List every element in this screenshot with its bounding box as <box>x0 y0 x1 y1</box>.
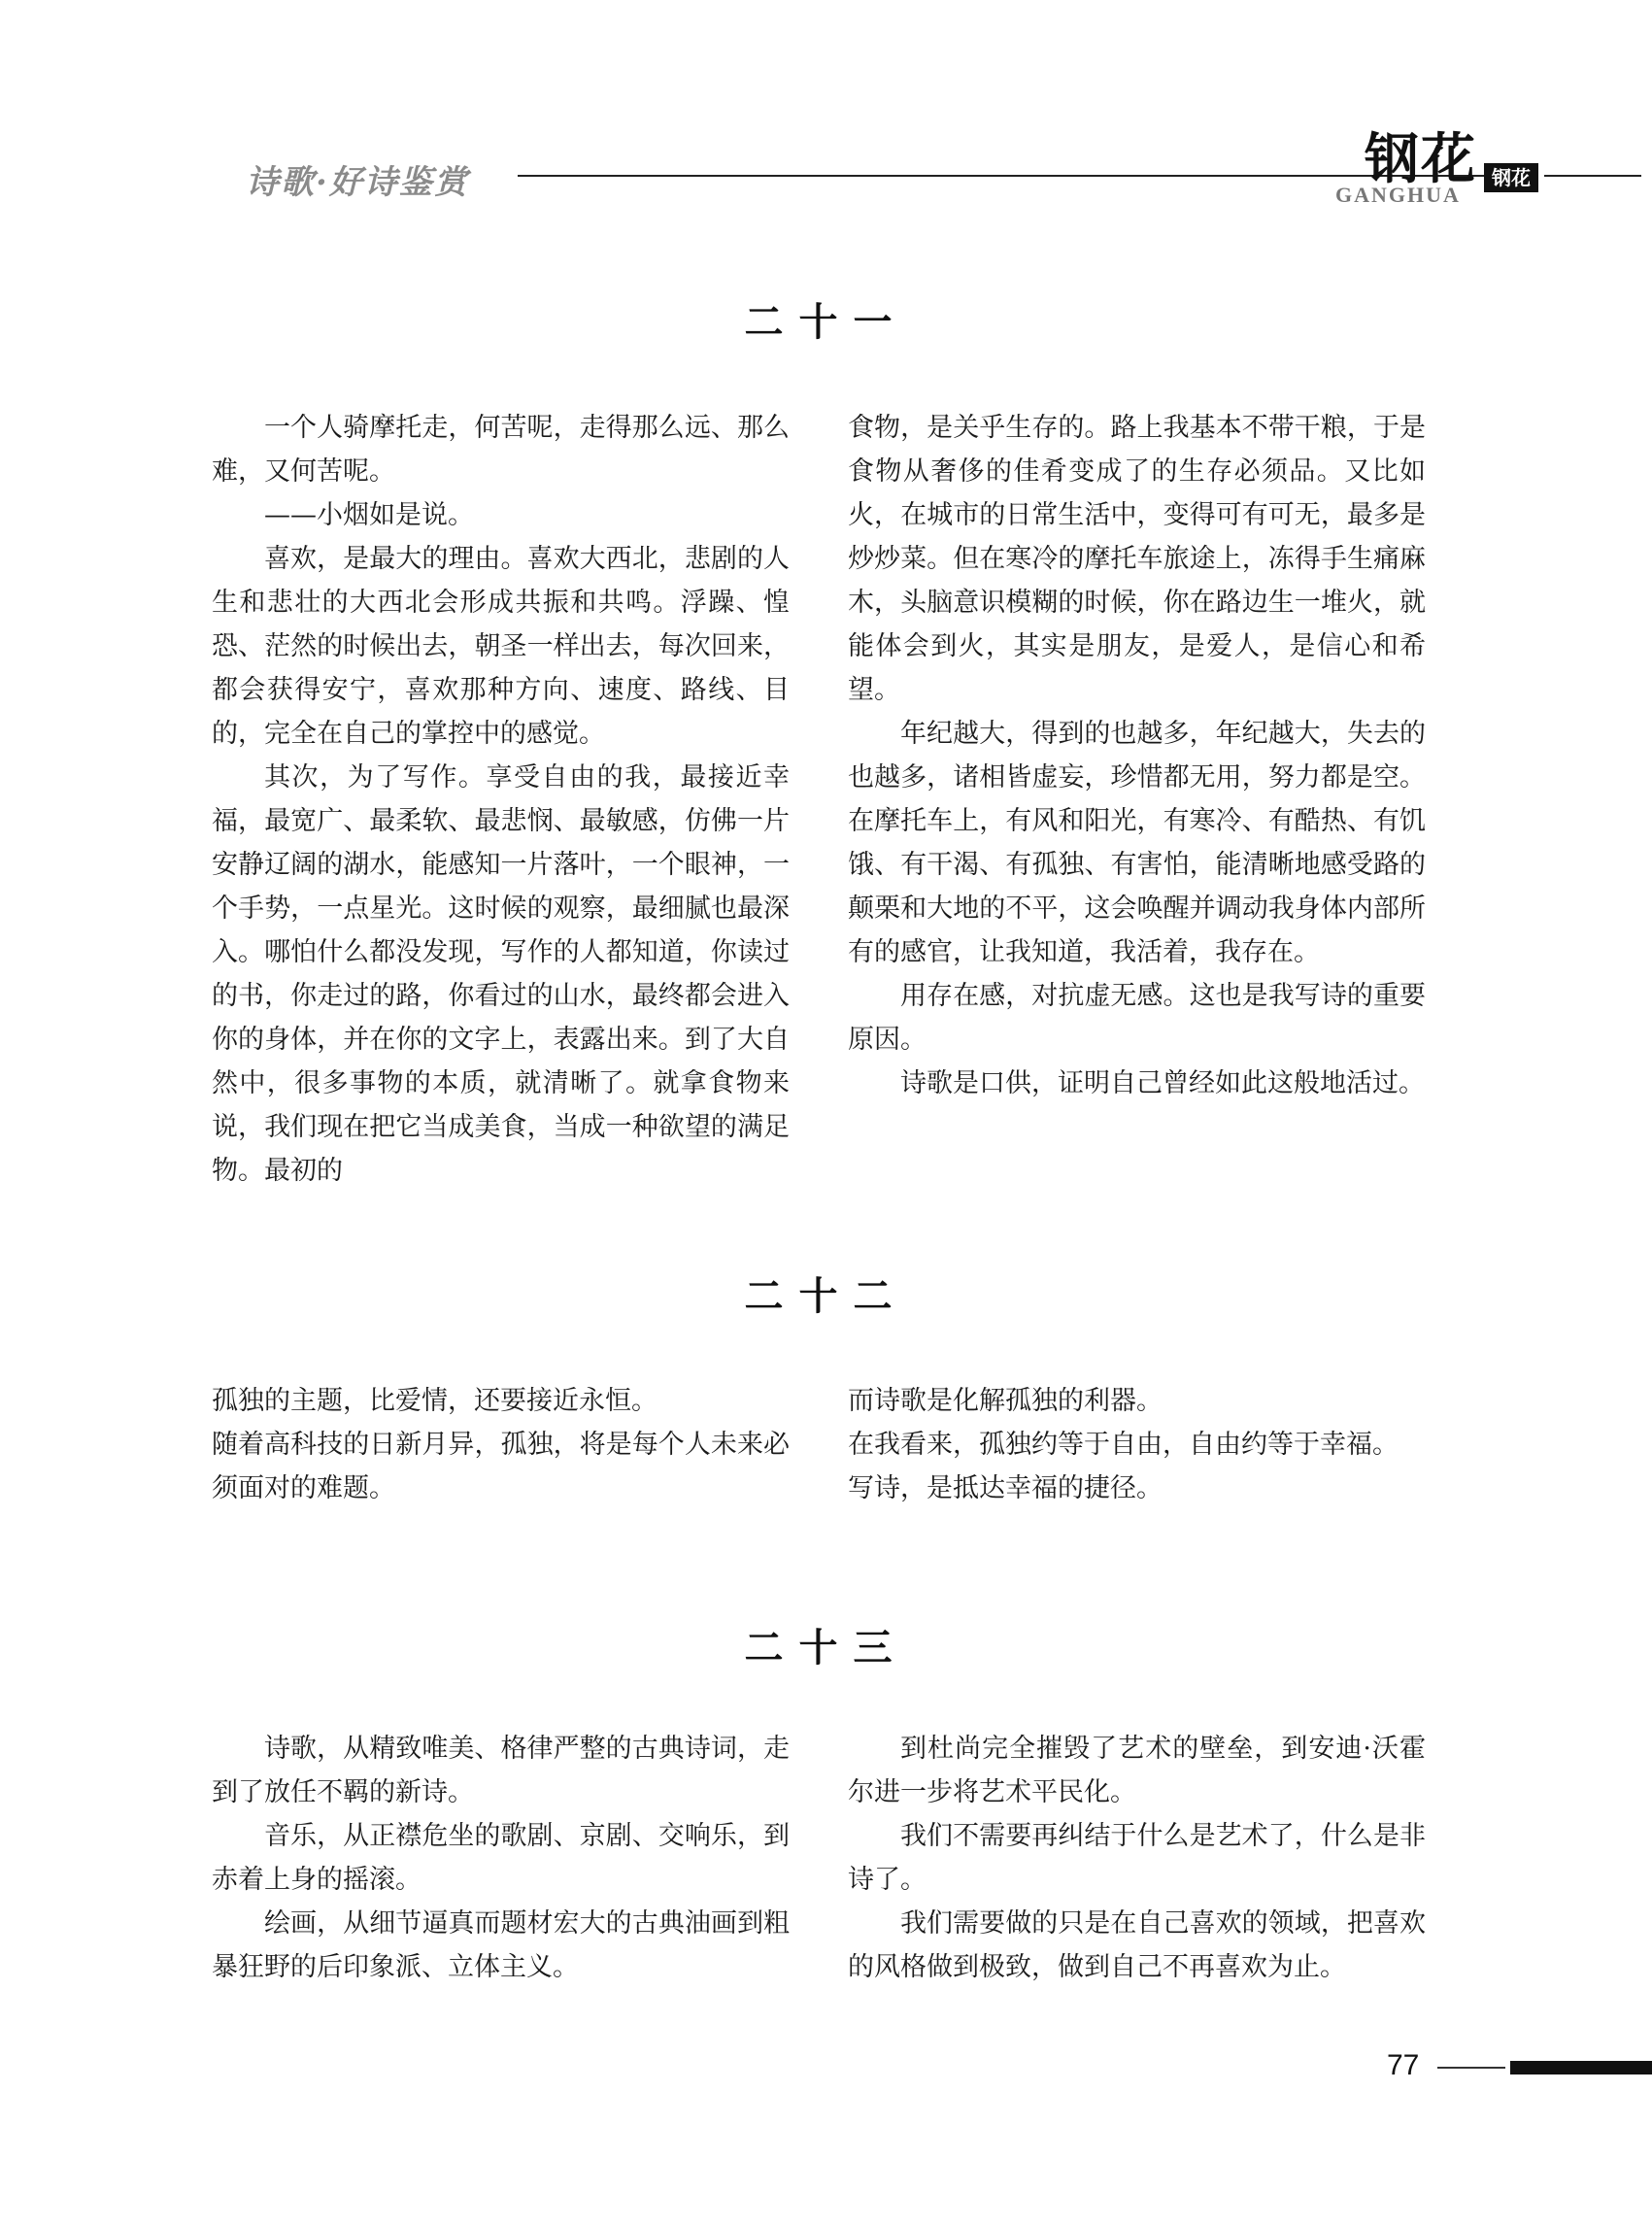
paragraph: 我们不需要再纠结于什么是艺术了，什么是非诗了。 <box>848 1821 1426 1895</box>
paragraph: 音乐，从正襟危坐的歌剧、京剧、交响乐，到赤着上身的摇滚。 <box>212 1821 790 1895</box>
paragraph: 随着高科技的日新月异，孤独，将是每个人未来必须面对的难题。 <box>212 1430 790 1503</box>
header-rule <box>518 175 1489 177</box>
paragraph: 诗歌，从精致唯美、格律严整的古典诗词，走到了放任不羁的新诗。 <box>212 1734 790 1807</box>
section-21-left-column <box>212 406 790 1193</box>
magazine-logo-english: GANGHUA <box>1335 183 1461 207</box>
section-21-right-column <box>848 406 1426 1105</box>
header-rule-right <box>1544 175 1641 177</box>
section-22-right-column <box>848 1379 1426 1510</box>
section-23-right-column <box>848 1727 1426 1989</box>
paragraph: 我们需要做的只是在自己喜欢的领域，把喜欢的风格做到极致，做到自己不再喜欢为止。 <box>848 1908 1426 1982</box>
magazine-logo: 钢花 <box>1365 127 1477 191</box>
paragraph: 而诗歌是化解孤独的利器。 <box>848 1386 1163 1416</box>
section-label: 诗歌·好诗鉴赏 <box>246 163 469 202</box>
paragraph: 写诗，是抵达幸福的捷径。 <box>848 1473 1163 1503</box>
paragraph: 一个人骑摩托走，何苦呢，走得那么远、那么难，又何苦呢。 <box>212 413 790 487</box>
paragraph: 到杜尚完全摧毁了艺术的壁垒，到安迪·沃霍尔进一步将艺术平民化。 <box>848 1734 1426 1807</box>
section-22-left-column <box>212 1379 790 1510</box>
paragraph: ——小烟如是说。 <box>264 500 474 530</box>
paragraph: 孤独的主题，比爱情，还要接近永恒。 <box>212 1386 657 1416</box>
section-title: 二十三 <box>744 1626 908 1670</box>
paragraph: 诗歌是口供，证明自己曾经如此这般地活过。 <box>900 1068 1425 1098</box>
paragraph: 喜欢，是最大的理由。喜欢大西北，悲剧的人生和悲壮的大西北会形成共振和共鸣。浮躁、惶恐、茫然的时候出去，朝圣一样出去，每次回来，都会获得安宁，喜欢那种方向、速度、路线、目的，完全在自己的掌控中的感觉。 <box>212 544 790 749</box>
paragraph: 绘画，从细节逼真而题材宏大的古典油画到粗暴狂野的后印象派、立体主义。 <box>212 1908 790 1982</box>
paragraph: 用存在感，对抗虚无感。这也是我写诗的重要原因。 <box>848 981 1426 1055</box>
section-23-left-column <box>212 1727 790 1989</box>
page-number: 77 <box>1387 2049 1420 2081</box>
paragraph: 年纪越大，得到的也越多，年纪越大，失去的也越多，诸相皆虚妄，珍惜都无用，努力都是空。在摩托车上，有风和阳光，有寒冷、有酷热、有饥饿、有干渴、有孤独、有害怕，能清晰地感受路的颠栗和大地的不平，这会唤醒并调动我身体内部所有的感官，让我知道，我活着，我存在。 <box>848 719 1426 967</box>
paragraph: 食物，是关乎生存的。路上我基本不带干粮，于是食物从奢侈的佳肴变成了的生存必须品。又比如火，在城市的日常生活中，变得可有可无，最多是炒炒菜。但在寒冷的摩托车旅途上，冻得手生痛麻木，头脑意识模糊的时候，你在路边生一堆火，就能体会到火，其实是朋友，是爱人，是信心和希望。 <box>848 413 1426 705</box>
footer-rule <box>1437 2067 1505 2069</box>
magazine-logo-badge: 钢花 <box>1484 163 1538 192</box>
section-title: 二十二 <box>744 1274 908 1319</box>
paragraph: 在我看来，孤独约等于自由，自由约等于幸福。 <box>848 1430 1399 1460</box>
footer-bar <box>1510 2061 1652 2074</box>
paragraph: 其次，为了写作。享受自由的我，最接近幸福，最宽广、最柔软、最悲悯、最敏感，仿佛一片安静辽阔的湖水，能感知一片落叶，一个眼神，一个手势，一点星光。这时候的观察，最细腻也最深入。哪怕什么都没发现，写作的人都知道，你读过的书，你走过的路，你看过的山水，最终都会进入你的身体，并在你的文字上，表露出来。到了大自然中，很多事物的本质，就清晰了。就拿食物来说，我们现在把它当成美食，当成一种欲望的满足物。最初的 <box>212 762 790 1186</box>
section-title: 二十一 <box>744 300 908 345</box>
